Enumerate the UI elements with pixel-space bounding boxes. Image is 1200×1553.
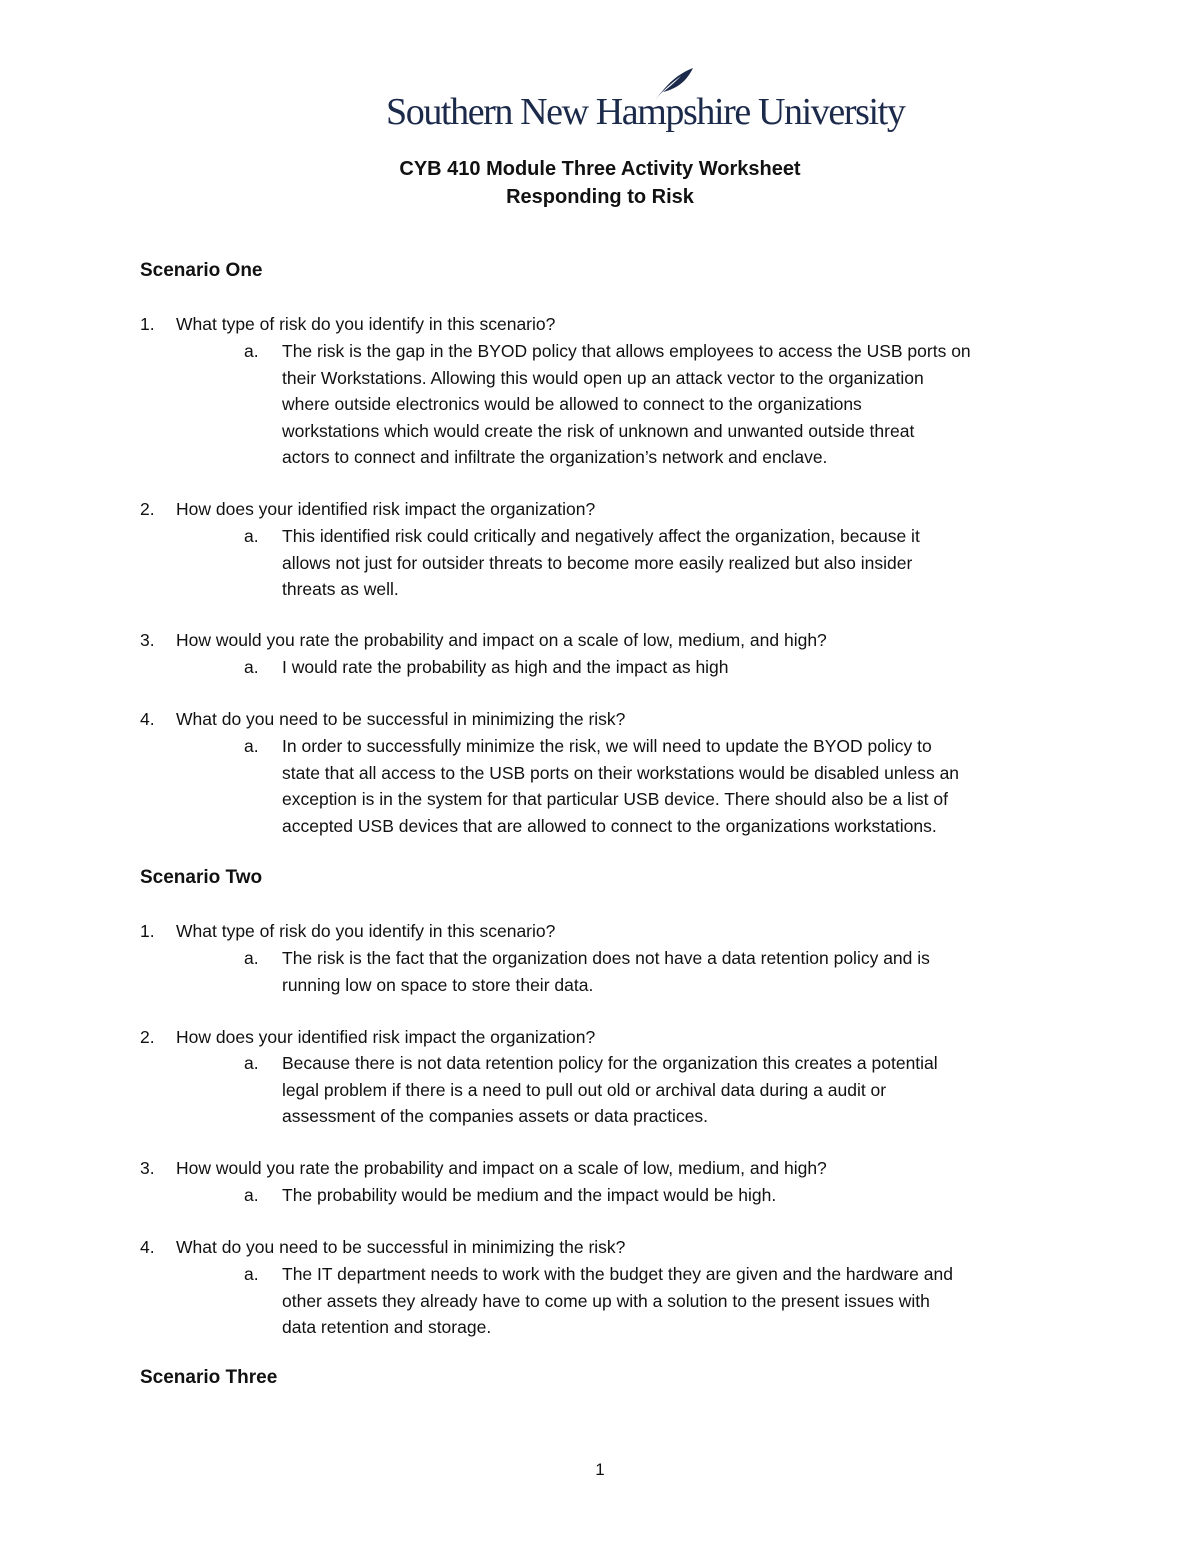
answer-text	[282, 1182, 1054, 1209]
answer-line: their Workstations. Allowing this would open up an attack vector to the organization	[282, 367, 924, 388]
answer-letter: a.	[244, 1185, 259, 1205]
answer-text	[282, 945, 1054, 998]
document-title: CYB 410 Module Three Activity Worksheet	[399, 158, 801, 180]
answer-text	[282, 733, 1054, 839]
question-text: What type of risk do you identify in this scenario?	[176, 921, 556, 941]
question-number: 1.	[140, 314, 155, 334]
answer-text	[282, 1261, 1054, 1341]
question-text: How does your identified risk impact the organization?	[176, 499, 596, 519]
answer-letter: a.	[244, 948, 259, 968]
question-number: 2.	[140, 499, 155, 519]
answer-text	[282, 654, 1054, 681]
question-number: 2.	[140, 1027, 155, 1047]
answer-letter: a.	[244, 736, 259, 756]
answer-line: The IT department needs to work with the budget they are given and the hardware and	[282, 1264, 953, 1284]
question-number: 3.	[140, 630, 155, 650]
university-name: Southern New Hampshire University	[386, 91, 905, 133]
answer-line: The risk is the fact that the organization does not have a data retention policy and is	[282, 948, 930, 968]
answer-line: Because there is not data retention policy for the organization this creates a potential	[282, 1053, 938, 1073]
answer-text	[282, 1050, 1054, 1130]
question-number: 1.	[140, 921, 155, 941]
answer-letter: a.	[244, 1053, 259, 1073]
answer-line: assessment of the companies assets or data practices.	[282, 1106, 709, 1126]
question-text: How does your identified risk impact the organization?	[176, 1027, 596, 1047]
answer-line: exception is in the system for that particular USB device. There should also be a list of	[282, 789, 948, 809]
question-number: 4.	[140, 709, 155, 729]
scenario-heading: Scenario One	[140, 260, 263, 281]
scenario-heading: Scenario Two	[140, 867, 263, 888]
scenario-heading: Scenario Three	[140, 1367, 278, 1388]
answer-line: The risk is the gap in the BYOD policy that allows employees to access the USB ports on	[282, 341, 971, 361]
answer-letter: a.	[244, 1264, 259, 1284]
answer-line: allows not just for outsider threats to become more easily realized but also insider	[282, 552, 913, 573]
question-text: What do you need to be successful in minimizing the risk?	[176, 709, 626, 729]
answer-line: other assets they already have to come up with a solution to the present issues with	[282, 1290, 930, 1311]
answer-line: The probability would be medium and the impact would be high.	[282, 1185, 777, 1205]
answer-letter: a.	[244, 657, 259, 677]
answer-line: I would rate the probability as high and the impact as high	[282, 657, 729, 677]
answer-line: In order to successfully minimize the risk, we will need to update the BYOD policy to	[282, 736, 932, 756]
question-text: How would you rate the probability and impact on a scale of low, medium, and high?	[176, 1158, 827, 1178]
answer-text	[282, 523, 1054, 603]
page-number: 1	[595, 1460, 605, 1479]
answer-line: running low on space to store their data.	[282, 974, 594, 995]
answer-line: state that all access to the USB ports on their workstations would be disabled unless an	[282, 762, 960, 783]
answer-line: accepted USB devices that are allowed to connect to the organizations workstations.	[282, 815, 937, 836]
university-logo	[386, 66, 905, 138]
question-number: 4.	[140, 1237, 155, 1257]
answer-line: threats as well.	[282, 579, 399, 599]
question-text: What type of risk do you identify in this scenario?	[176, 314, 556, 334]
answer-line: where outside electronics would be allowed to connect to the organizations	[282, 394, 862, 414]
question-text: What do you need to be successful in minimizing the risk?	[176, 1237, 626, 1257]
answer-line: data retention and storage.	[282, 1317, 492, 1337]
question-text: How would you rate the probability and impact on a scale of low, medium, and high?	[176, 630, 827, 650]
answer-line: workstations which would create the risk of unknown and unwanted outside threat	[282, 420, 915, 441]
question-number: 3.	[140, 1158, 155, 1178]
answer-line: actors to connect and infiltrate the organization’s network and enclave.	[282, 447, 828, 467]
answer-line: This identified risk could critically and negatively affect the organization, because it	[282, 526, 920, 546]
answer-letter: a.	[244, 341, 259, 361]
answer-text	[282, 338, 1054, 471]
answer-letter: a.	[244, 526, 259, 546]
answer-line: legal problem if there is a need to pull out old or archival data during a audit or	[282, 1079, 887, 1100]
document-subtitle: Responding to Risk	[506, 186, 694, 208]
